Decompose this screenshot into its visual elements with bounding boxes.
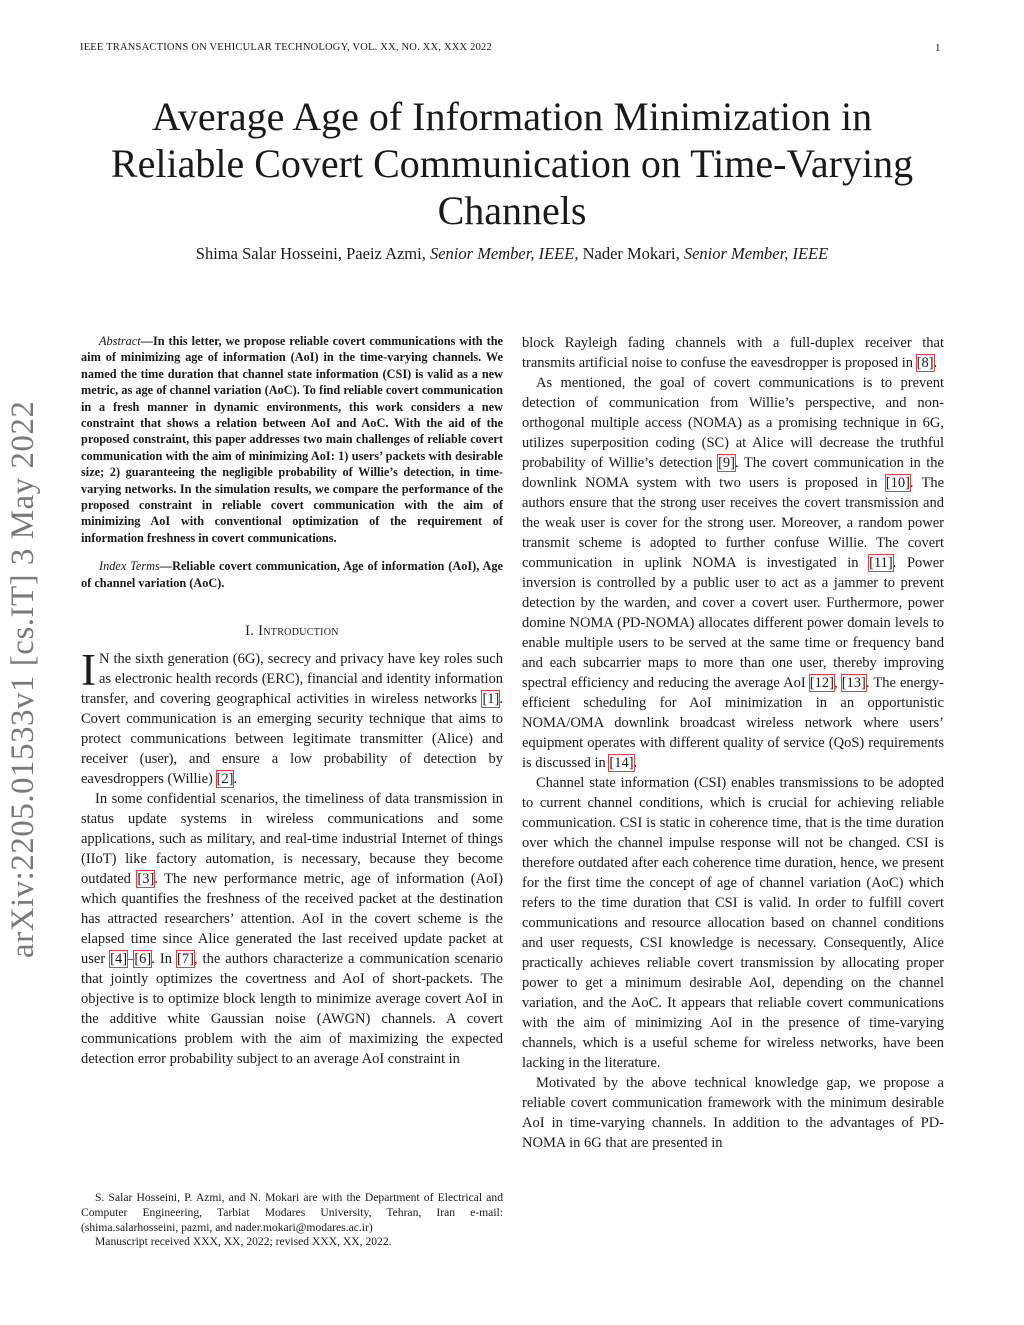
citation-link[interactable]: [14] bbox=[609, 755, 634, 771]
left-column bbox=[81, 333, 503, 1069]
paragraph-text: . The new performance metric, age of information (AoI) which quantifies the freshness of the received packet at the destination has attracted researchers’ attention. AoI in the covert scheme is the elapsed time since Alice generated the last received update packet at user bbox=[81, 871, 503, 968]
right-column bbox=[522, 333, 944, 1153]
abstract bbox=[81, 333, 503, 546]
citation-link[interactable]: [12] bbox=[809, 675, 834, 691]
citation-link[interactable]: [13] bbox=[841, 675, 866, 691]
section-heading bbox=[81, 621, 503, 641]
drop-cap: I bbox=[81, 645, 96, 696]
body-paragraph bbox=[522, 333, 944, 373]
citation-link[interactable]: [8] bbox=[916, 355, 934, 371]
author-title: Senior Member, IEEE, bbox=[429, 244, 579, 263]
body-paragraph bbox=[522, 373, 944, 773]
author-names: Shima Salar Hosseini, Paeiz Azmi, bbox=[195, 244, 430, 263]
citation-link[interactable]: [2] bbox=[216, 771, 234, 788]
citation-link[interactable]: [1] bbox=[482, 691, 500, 708]
paragraph-text: In some confidential scenarios, the timeliness of data transmission in status update systems in wireless communications and some applications, such as military, and real-time industrial Internet of things (IIoT) like factory automation, is necessary, because they become outdated bbox=[81, 791, 503, 888]
paragraph-text: . Power inversion is controlled by a public user to act as a jammer to prevent detection by the warden, and cover a covert user. Furthermore, power domine NOMA (PD-NOMA) allocates different power domain levels to enable multiple users to be served at the same time or frequency band and each subcarrier maps to more than one user, thereby improving spectral efficiency and reducing the average AoI bbox=[522, 555, 944, 691]
author-title: Senior Member, IEEE bbox=[683, 244, 829, 263]
abstract-label: Abstract bbox=[99, 334, 141, 348]
section-title: Introduction bbox=[258, 623, 339, 640]
citation-link[interactable]: [6] bbox=[134, 951, 152, 968]
author-names: Nader Mokari, bbox=[578, 244, 684, 263]
paragraph-text: block Rayleigh fading channels with a full-duplex receiver that transmits artificial noise to confuse the eavesdropper is proposed in bbox=[522, 335, 944, 371]
footnote-manuscript: Manuscript received XXX, XX, 2022; revised XXX, XX, 2022. bbox=[95, 1235, 392, 1249]
paragraph-text: . The energy-efficient scheduling for AoI minimization in an opportunistic NOMA/OMA downlink broadcast wireless network where users’ equipment operates with different quality of service (QoS) requirements is discussed in bbox=[522, 675, 945, 771]
running-header: IEEE TRANSACTIONS ON VEHICULAR TECHNOLOGY, VOL. XX, NO. XX, XXX 2022 bbox=[80, 42, 492, 53]
intro-paragraph bbox=[81, 645, 503, 789]
footnote-affiliation: S. Salar Hosseini, P. Azmi, and N. Mokari are with the Department of Electrical and Computer Engineering, Tarbiat Modares University, Tehran, Iran e-mail: (shima.salarhosseini, pazmi, and nader.mokari@modares.ac.ir) bbox=[81, 1191, 503, 1234]
paragraph-text: . bbox=[233, 771, 238, 788]
paragraph-text: N the sixth generation (6G), secrecy and privacy have key roles such as electronic health records (ERC), financial and identity information transfer, and covering geographical activities in wireless networks bbox=[81, 651, 503, 708]
paragraph-text: Channel state information (CSI) enables transmissions to be adopted to current channel conditions, which is crucial for achieving reliable communication. CSI is static in coherence time, that is the time duration over which the channel impulse response will not be changed. CSI is therefore outdated after each coherence time duration, hence, we present for the first time the concept of age of channel variation (AoC) which refers to the time duration that CSI is valid. In order to fulfill covert communications and resource allocation based on channel conditions and user requests, CSI knowledge is necessary. Consequently, Alice practically achieves reliable covert transmission by allocating proper power to get a minimum desirable AoI, depending on the channel variation, and the AoC. It appears that reliable covert communications with the aim of minimizing AoI in the presence of time-varying channels, which is a useful scheme for wireless networks, have been lacking in the literature. bbox=[522, 775, 944, 1071]
footnote bbox=[81, 1191, 503, 1250]
paragraph-text: . bbox=[633, 755, 638, 771]
paragraph-text: . The covert communication in the downlink NOMA system with two users is proposed in bbox=[522, 455, 944, 491]
citation-link[interactable]: [10] bbox=[885, 475, 910, 491]
body-paragraph bbox=[522, 773, 944, 1073]
page-number: 1 bbox=[935, 42, 941, 54]
paragraph-text: . Covert communication is an emerging security technique that aims to protect communications between legitimate transmitter (Alice) and receiver (user), and ensure a low probability of detection by eavesdroppers (Willie) bbox=[81, 691, 503, 788]
title-line: Reliable Covert Communication on Time-Varying bbox=[110, 141, 914, 186]
abstract-text: —In this letter, we propose reliable covert communications with the aim of minimizing age of information (AoI) in the time-varying channels. We named the time duration that channel state information (CSI) is valid as a new metric, as age of channel variation (AoC). To find reliable covert communication in a fresh manner in dynamic environments, this work considers a new constraint that shows a relation between AoI and AoC. With the aid of the proposed constraint, this paper addresses two main challenges of reliable covert communication with the aim of minimizing AoI: 1) users’ packets with desirable size; 2) guaranteeing the negligible probability of Willie’s detection, in time-varying networks. In the simulation results, we compare the performance of the proposed constraint in reliable covert communication with the aim of minimizing AoI with conventional optimization of the requirement of information freshness in covert communications. bbox=[81, 334, 503, 545]
index-terms bbox=[81, 558, 503, 591]
citation-link[interactable]: [3] bbox=[137, 871, 155, 888]
paragraph-text: , bbox=[833, 675, 842, 691]
citation-link[interactable]: [7] bbox=[177, 951, 194, 968]
index-terms-text: —Reliable covert communication, Age of information (AoI), Age of channel variation (AoC). bbox=[81, 559, 503, 590]
paragraph-text: . In bbox=[151, 951, 177, 968]
citation-dash: – bbox=[127, 951, 135, 968]
citation-link[interactable]: [11] bbox=[869, 555, 893, 571]
citation-link[interactable]: [9] bbox=[718, 455, 735, 471]
body-paragraph bbox=[522, 1073, 944, 1153]
paragraph-text: As mentioned, the goal of covert communications is to prevent detection of communication from Willie’s perspective, and non-orthogonal multiple access (NOMA) as a promising technique in 6G, utilizes superposition coding (SC) at Alice will decrease the truthful probability of Willie’s detection bbox=[522, 375, 944, 471]
paragraph-text: Motivated by the above technical knowledge gap, we propose a reliable covert communication framework with the minimum desirable AoI in time-varying channels. In addition to the advantages of PD-NOMA in 6G that are presented in bbox=[522, 1075, 944, 1151]
title-line: Average Age of Information Minimization in bbox=[151, 94, 873, 139]
paper-title bbox=[60, 93, 964, 234]
paragraph-text: , the authors characterize a communication scenario that jointly optimizes the covertness and AoI of short-packets. The objective is to optimize block length to minimize average covert AoI in the additive white Gaussian noise (AWGN) channels. A covert communications problem with the aim of maximizing the expected detection error probability subject to an average AoI constraint in bbox=[81, 951, 503, 1068]
paragraph-text: . bbox=[933, 355, 938, 371]
paragraph-text: . The authors ensure that the strong user receives the covert transmission and the weak user is cover for the strong user. Moreover, a random power transmit scheme is adopted to further confuse Willie. The covert communication in uplink NOMA is investigated in bbox=[522, 475, 945, 571]
arxiv-stamp: arXiv:2205.01533v1 [cs.IT] 3 May 2022 bbox=[5, 400, 41, 958]
index-terms-label: Index Terms bbox=[99, 559, 160, 574]
author-list bbox=[60, 244, 964, 264]
title-line: Channels bbox=[437, 188, 587, 233]
section-numeral: I. bbox=[245, 623, 259, 640]
intro-paragraph bbox=[81, 789, 503, 1069]
citation-link[interactable]: [4] bbox=[110, 951, 128, 968]
